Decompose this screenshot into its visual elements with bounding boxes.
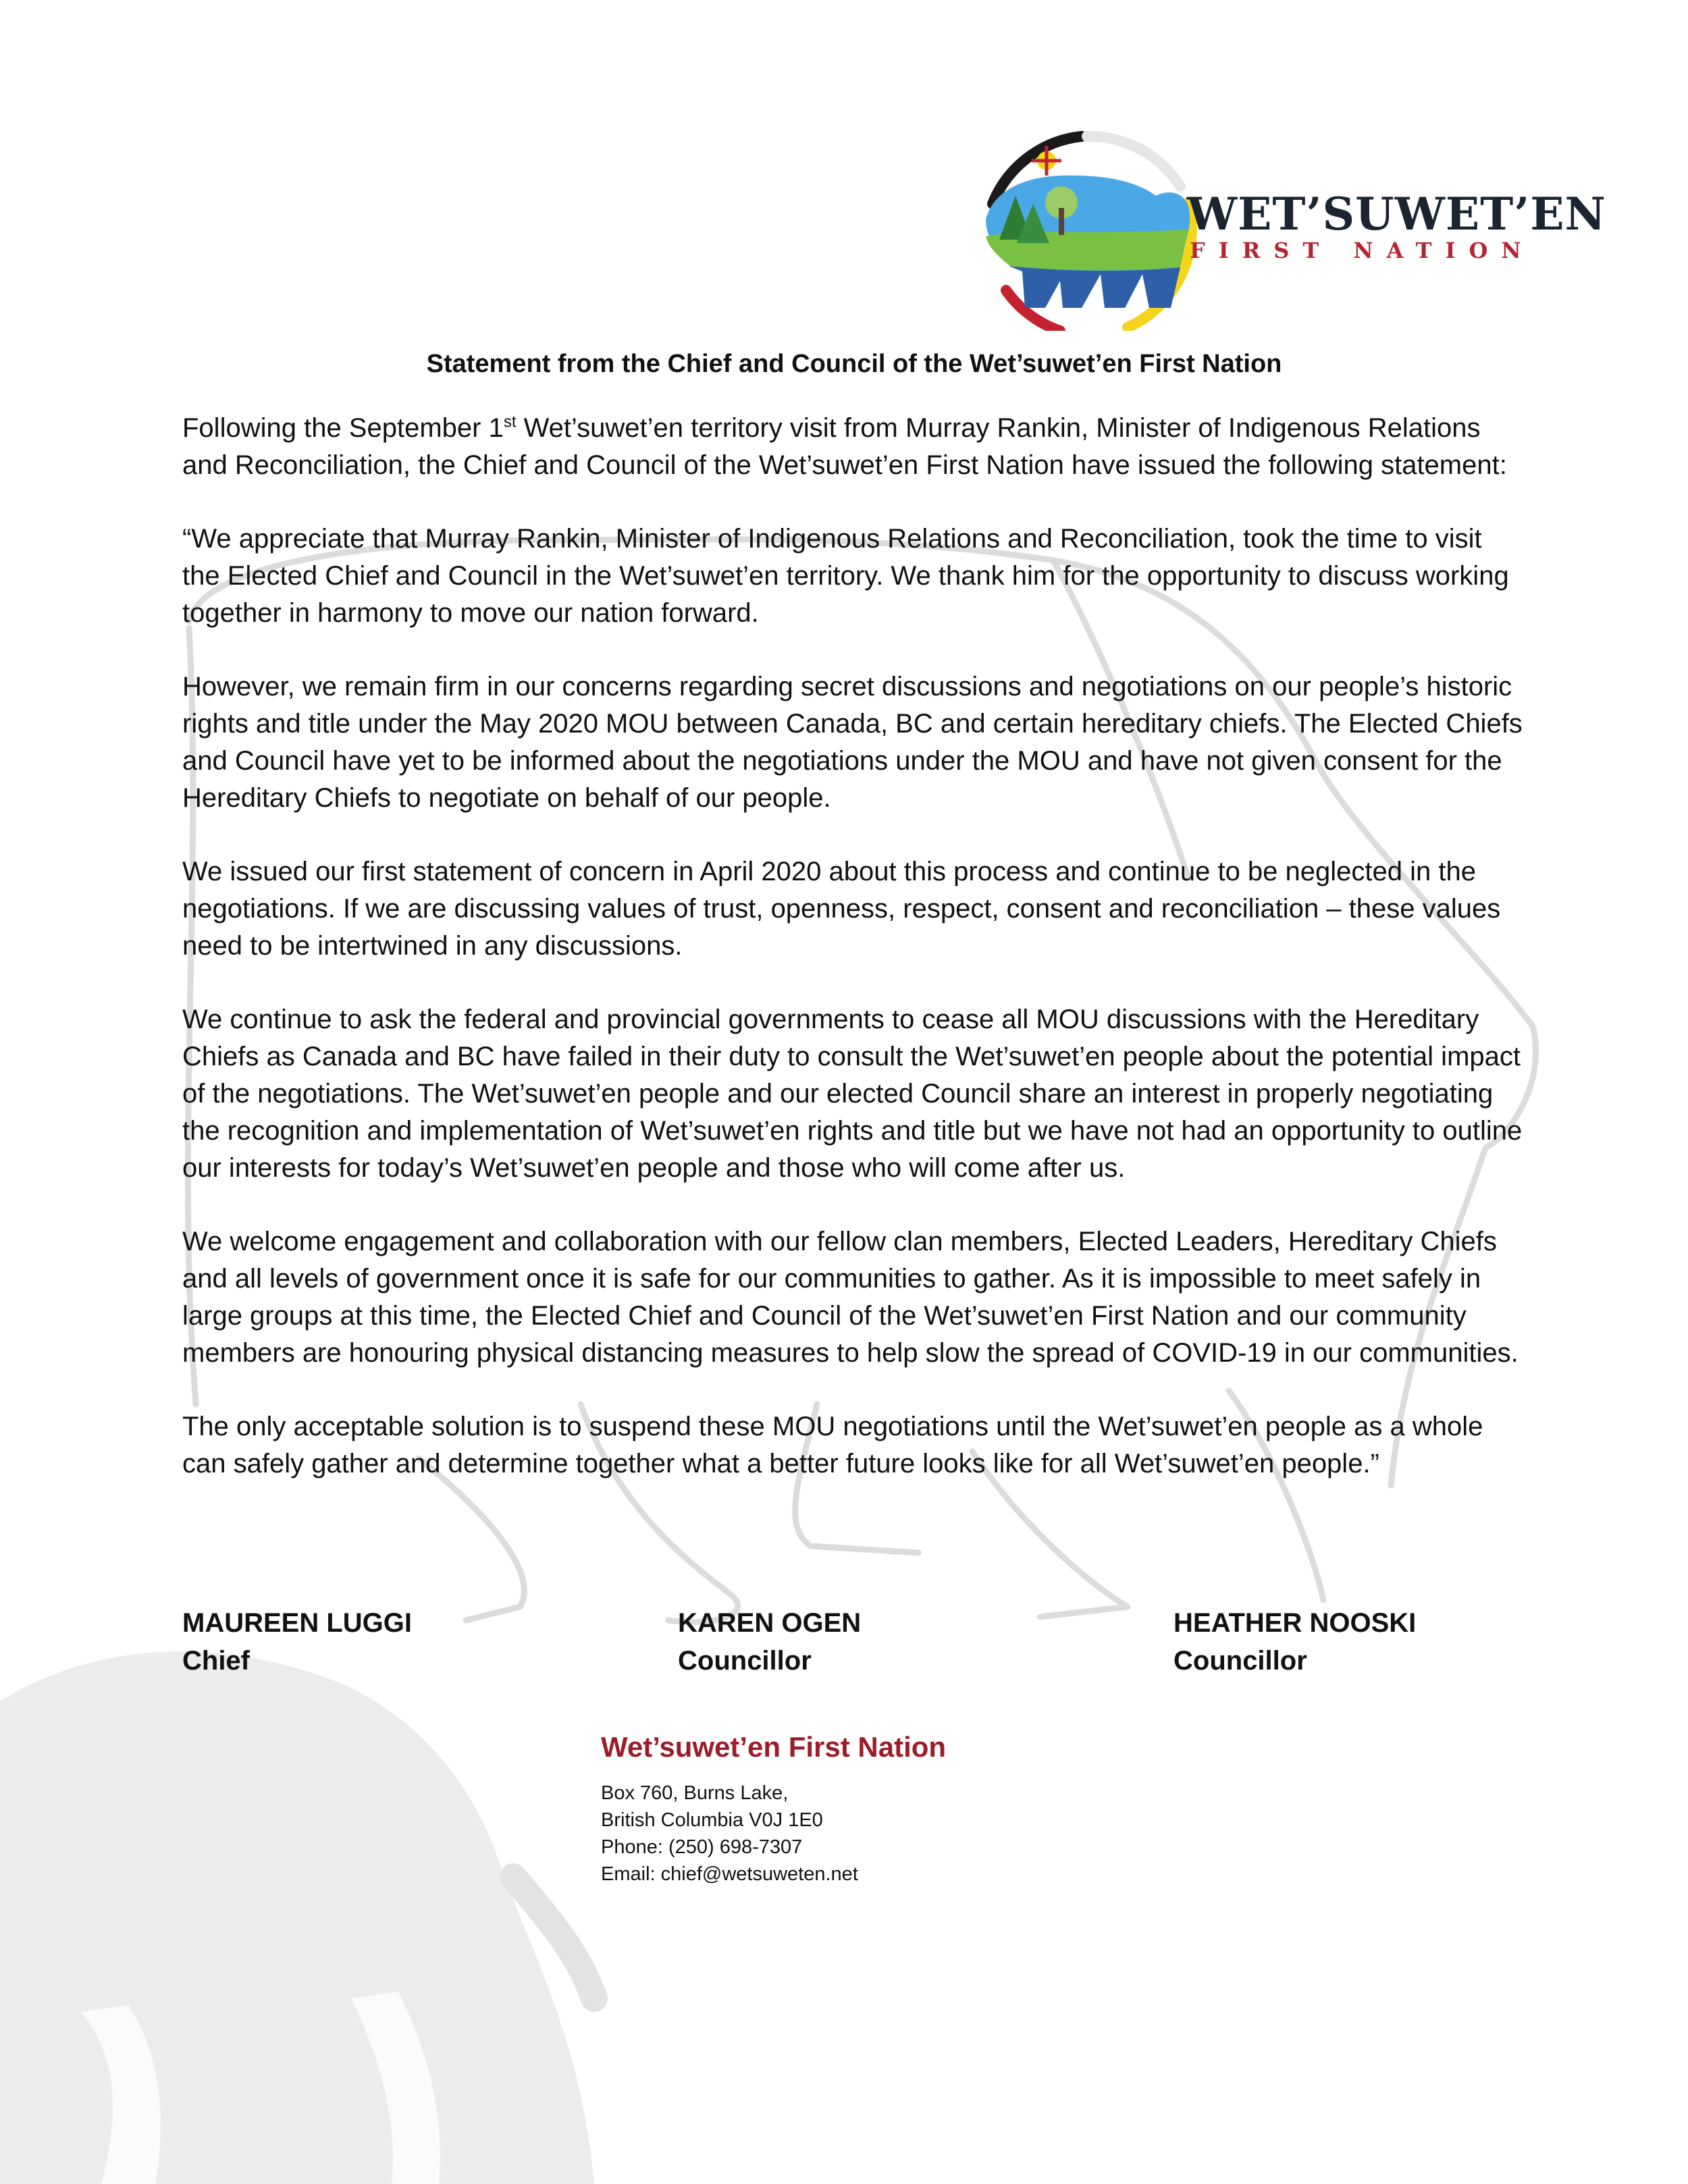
signatory-title: Councillor [1173, 1646, 1307, 1676]
signatory-title: Councillor [678, 1646, 812, 1676]
footer-organization: Wet’suwet’en First Nation [601, 1731, 947, 1763]
signatory-name: MAUREEN LUGGI [182, 1608, 412, 1638]
paragraph-6: The only acceptable solution is to suspend these MOU negotiations until the Wet’suwet’en people as a whole can safely gather and determine together what a better future looks like for all Wet’suwet’en people.” [182, 1412, 1483, 1479]
intro-text-start: Following the September 1 [182, 413, 504, 443]
paragraph-2: However, we remain firm in our concerns regarding secret discussions and negotiations on our people’s historic rights and title under the May 2020 MOU between Canada, BC and certain hereditary chiefs. The Elected Chiefs and Council have yet to be informed about the negotiations under the MOU and have not given consent for the Hereditary Chiefs to negotiate on behalf of our people. [182, 672, 1523, 813]
statement-body [182, 350, 1526, 1519]
footer-address-line-1: Box 760, Burns Lake, [601, 1782, 789, 1804]
contact-footer [601, 1731, 946, 1888]
signatory-title: Chief [182, 1646, 250, 1676]
statement-title: Statement from the Chief and Council of the Wet’suwet’en First Nation [426, 350, 1282, 378]
intro-text-end: Wet’suwet’en territory visit from Murray Rankin, Minister of Indigenous Relations and Reconciliation, the Chief and Council of the Wet’suwet’en First Nation have issued the following statement: [182, 413, 1507, 480]
intro-paragraph [182, 410, 1526, 484]
paragraph-1: “We appreciate that Murray Rankin, Minister of Indigenous Relations and Reconciliation, took the time to visit the Elected Chief and Council in the Wet’suwet’en territory. We thank him for the opportunity to discuss working together in harmony to move our nation forward. [182, 524, 1509, 628]
signatory-name: HEATHER NOOSKI [1173, 1608, 1417, 1638]
footer-phone: Phone: (250) 698-7307 [601, 1836, 803, 1858]
paragraph-3: We issued our first statement of concern in April 2020 about this process and continue to be neglected in the negotiations. If we are discussing values of trust, openness, respect, consent and reconciliation – these values need to be intertwined in any discussions. [182, 857, 1501, 961]
brand-name: WET’SUWET’EN [1187, 188, 1606, 240]
brand-subtitle: FIRST NATION [1190, 238, 1535, 263]
paragraph-4: We continue to ask the federal and provincial governments to cease all MOU discussions with the Hereditary Chiefs as Canada and BC have failed in their duty to consult the Wet’suwet’en people about the potential impact of the negotiations. The Wet’suwet’en people and our elected Council share an interest in properly negotiating the recognition and implementation of Wet’suwet’en rights and title but we have not had an opportunity to outline our interests for today’s Wet’suwet’en people and those who will come after us. [182, 1005, 1523, 1183]
intro-superscript: st [503, 412, 517, 431]
signature-heather-nooski [1173, 1604, 1416, 1680]
paragraph-5: We welcome engagement and collaboration with our fellow clan members, Elected Leaders, Hereditary Chiefs and all levels of government once it is safe for our communities to gather. As it is impossible to meet safely in large groups at this time, the Elected Chief and Council of the Wet’suwet’en First Nation and our community members are honouring physical distancing measures to help slow the spread of COVID-19 in our communities. [182, 1227, 1519, 1368]
footer-email[interactable]: Email: chief@wetsuweten.net [601, 1863, 858, 1885]
footer-address-line-2: British Columbia V0J 1E0 [601, 1809, 823, 1831]
signature-karen-ogen [678, 1604, 861, 1680]
signature-maureen-luggi [182, 1604, 412, 1680]
signatory-name: KAREN OGEN [678, 1608, 862, 1638]
